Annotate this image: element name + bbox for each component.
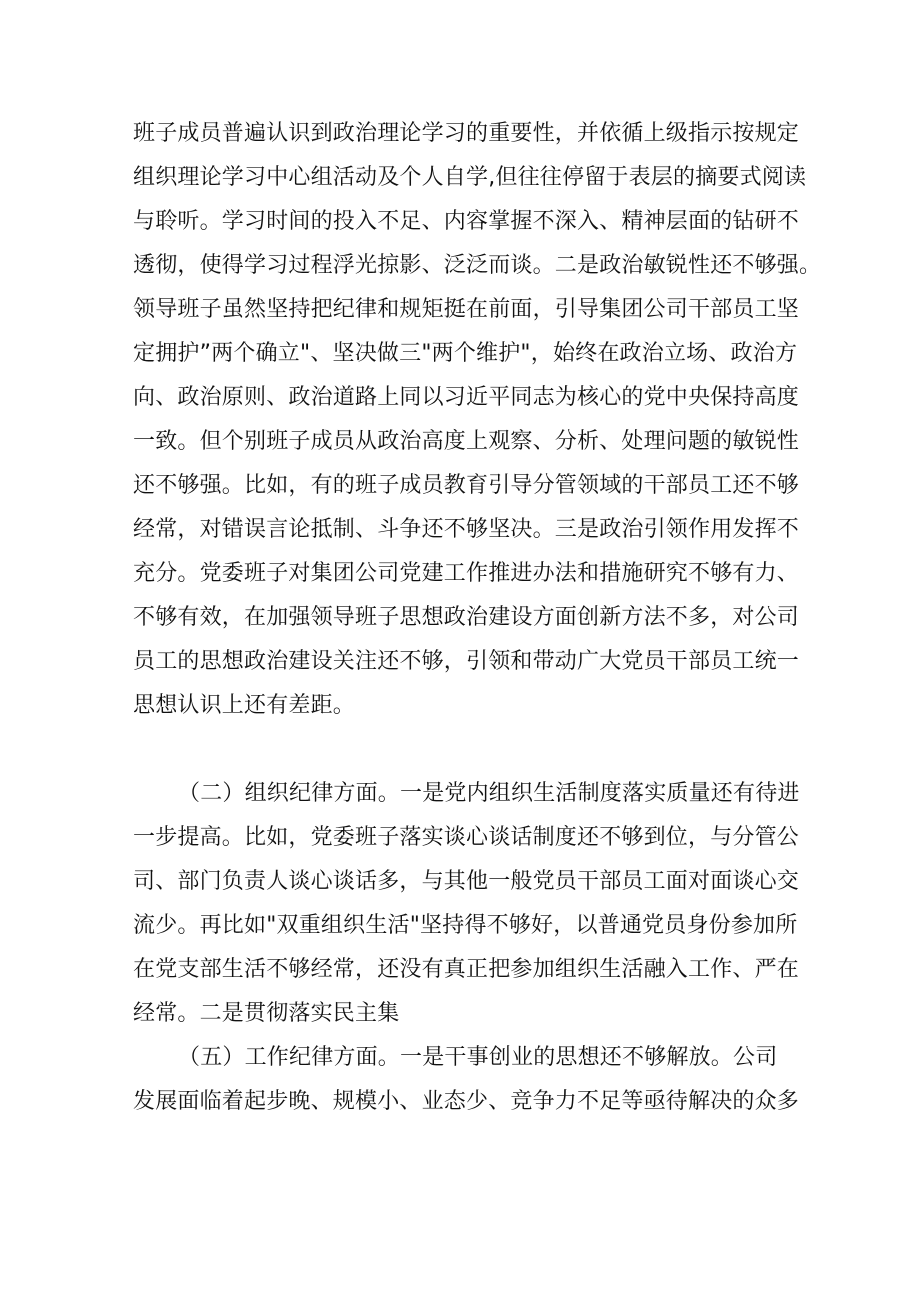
text-line: 员工的思想政治建设关注还不够，引领和带动广大党员干部员工统一 xyxy=(133,649,800,674)
text-line: 与聆听。学习时间的投入不足、内容掌握不深入、精神层面的钻研不 xyxy=(133,209,800,234)
text-line: 流少。再比如"双重组织生活"坚持得不够好，以普通党员身份参加所 xyxy=(133,913,798,938)
text-line: 充分。党委班子对集团公司党建工作推进办法和措施研究不够有力、 xyxy=(133,561,800,586)
text-line: 思想认识上还有差距。 xyxy=(133,693,356,718)
text-line: 定拥护”两个确立"、坚决做三"两个维护"，始终在政治立场、政治方 xyxy=(133,341,798,366)
text-line: 领导班子虽然坚持把纪律和规矩挺在前面，引导集团公司干部员工坚 xyxy=(133,297,800,322)
text-line: （二）组织纪律方面。一是党内组织生活制度落实质量还有待进 xyxy=(178,781,800,806)
text-line: 班子成员普遍认识到政治理论学习的重要性，并依循上级指示按规定 xyxy=(133,121,800,146)
text-line: 发展面临着起步晚、规模小、业态少、竞争力不足等亟待解决的众多 xyxy=(133,1089,800,1114)
text-line: 透彻，使得学习过程浮光掠影、泛泛而谈。二是政治敏锐性还不够强。 xyxy=(133,253,822,278)
text-line: 在党支部生活不够经常，还没有真正把参加组织生活融入工作、严在 xyxy=(133,957,800,982)
text-line: 司、部门负责人谈心谈话多，与其他一般党员干部员工面对面谈心交 xyxy=(133,869,800,894)
text-line: 还不够强。比如，有的班子成员教育引导分管领域的干部员工还不够 xyxy=(133,473,800,498)
text-line: 向、政治原则、政治道路上同以习近平同志为核心的党中央保持高度 xyxy=(133,385,800,410)
text-line: 一步提高。比如，党委班子落实谈心谈话制度还不够到位，与分管公 xyxy=(133,825,800,850)
text-line: 经常。二是贯彻落实民主集 xyxy=(133,1001,400,1026)
text-line: 不够有效，在加强领导班子思想政治建设方面创新方法不多，对公司 xyxy=(133,605,800,630)
text-line: 组织理论学习中心组活动及个人自学,但往往停留于表层的摘要式阅读 xyxy=(133,165,807,190)
text-line: 一致。但个别班子成员从政治高度上观察、分析、处理问题的敏锐性 xyxy=(133,429,800,454)
text-line: （五）工作纪律方面。一是干事创业的思想还不够解放。公司 xyxy=(178,1045,778,1070)
text-line: 经常，对错误言论抵制、斗争还不够坚决。三是政治引领作用发挥不 xyxy=(133,517,800,542)
